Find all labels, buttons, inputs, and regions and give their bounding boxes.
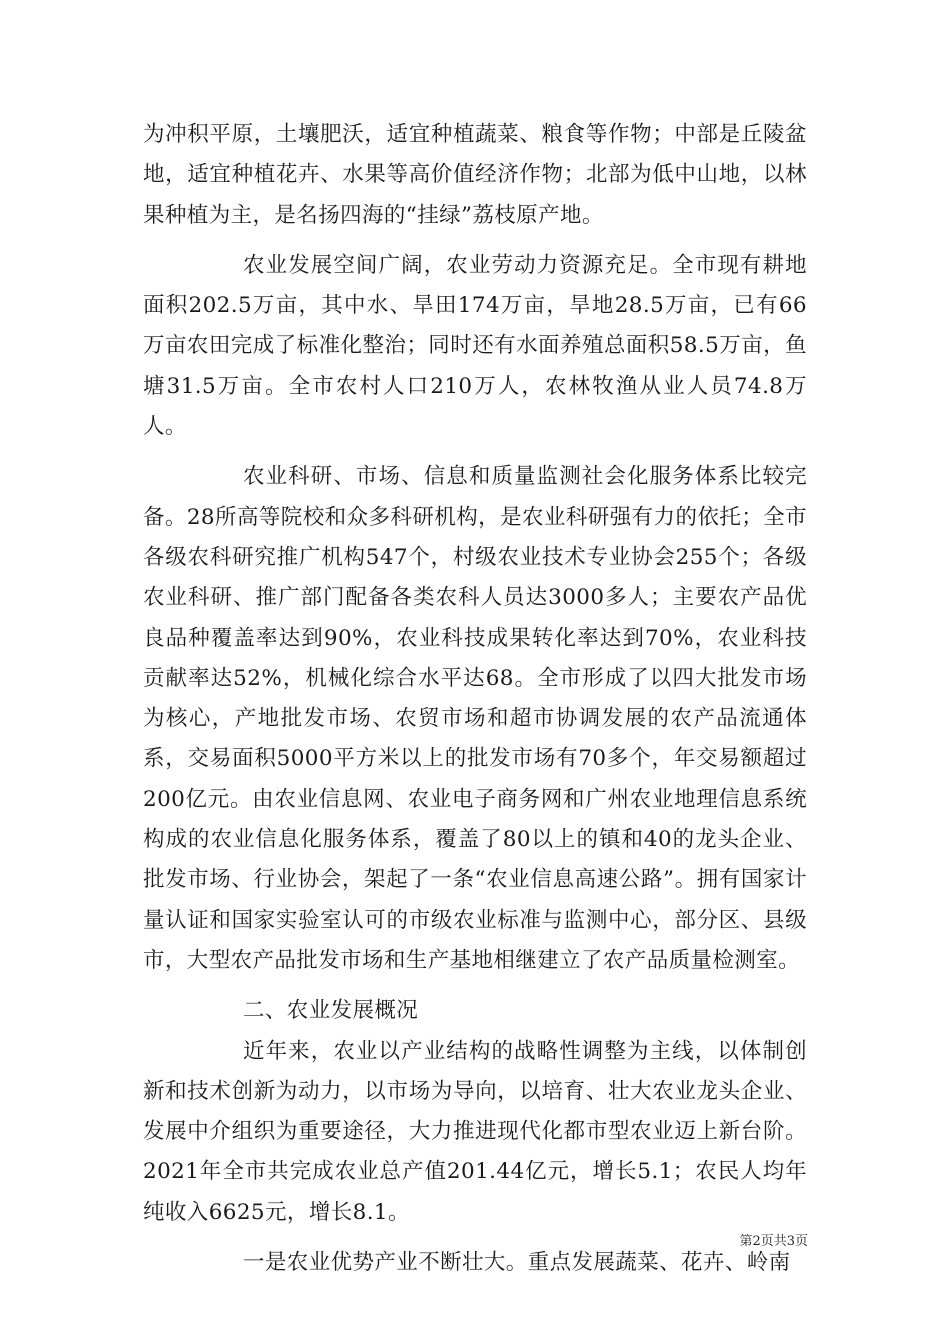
- section-heading-overview: 二、农业发展概况: [243, 998, 419, 1024]
- page-number-footer: 第2页共3页: [739, 1234, 808, 1249]
- paragraph-service-system: 农业科研、市场、信息和质量监测社会化服务体系比较完备。28所高等院校和众多科研机构，是农业科研强有力的依托；全市各级农科研究推广机构547个，村级农业技术专业协会255个；各级农业科研、推广部门配备各类农科人员达3000多人；主要农产品优良品种覆盖率达到90%，农业科技成果转化率达到70%，农业科技贡献率达52%，机械化综合水平达68。全市形成了以四大批发市场为核心，产地批发市场、农贸市场和超市协调发展的农产品流通体系，交易面积5000平方米以上的批发市场有70多个，年交易额超过200亿元。由农业信息网、农业电子商务网和广州农业地理信息系统构成的农业信息化服务体系，覆盖了80以上的镇和40的龙头企业、批发市场、行业协会，架起了一条“农业信息高速公路”。拥有国家计量认证和国家实验室认可的市级农业标准与监测中心，部分区、县级市，大型农产品批发市场和生产基地相继建立了农产品质量检测室。: [143, 464, 807, 973]
- paragraph-advantage-industry: 一是农业优势产业不断壮大。重点发展蔬菜、花卉、岭南: [243, 1250, 791, 1276]
- paragraph-terrain: 为冲积平原，土壤肥沃，适宜种植蔬菜、粮食等作物；中部是丘陵盆地，适宜种植花卉、水果等高价值经济作物；北部为低中山地，以林果种植为主，是名扬四海的“挂绿”荔枝原产地。: [143, 122, 807, 228]
- paragraph-recent-years: 近年来，农业以产业结构的战略性调整为主线，以体制创新和技术创新为动力，以市场为导向，以培育、壮大农业龙头企业、发展中介组织为重要途径，大力推进现代化都市型农业迈上新台阶。2021年全市共完成农业总产值201.44亿元，增长5.1；农民人均年纯收入6625元，增长8.1。: [143, 1038, 807, 1225]
- paragraph-land-labor: 农业发展空间广阔，农业劳动力资源充足。全市现有耕地面积202.5万亩，其中水、旱田174万亩，旱地28.5万亩，已有66万亩农田完成了标准化整治；同时还有水面养殖总面积58.5万亩，鱼塘31.5万亩。全市农村人口210万人，农林牧渔从业人员74.8万人。: [143, 252, 807, 440]
- document-body: [143, 115, 807, 1283]
